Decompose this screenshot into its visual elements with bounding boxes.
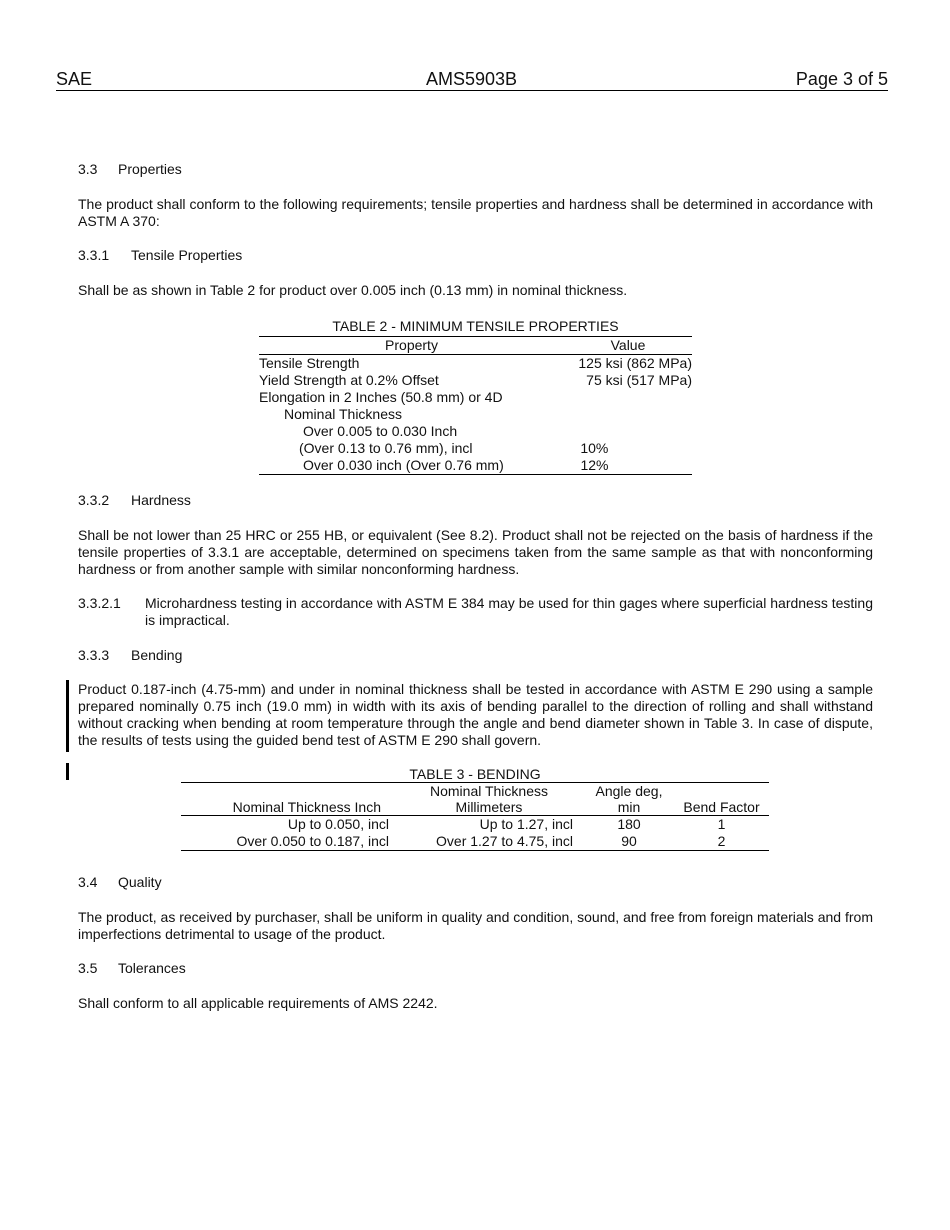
section-title: Bending [131, 647, 183, 663]
section-title: Tolerances [118, 960, 186, 976]
section-3-3-2-1-text: Microhardness testing in accordance with ASTM E 384 may be used for thin gages where superficial hardness testing is impractical. [145, 595, 873, 628]
table-row [259, 389, 692, 406]
table-cell: Nominal Thickness [284, 406, 403, 422]
section-3-5-heading [78, 960, 186, 977]
table-cell: 12% [580, 457, 609, 473]
section-3-3-1-heading [78, 247, 242, 264]
column-header-thickness-inch: Nominal Thickness Inch [232, 799, 381, 815]
section-3-3-text: The product shall conform to the following requirements; tensile properties and hardness shall be determined in accordance with ASTM A 370: [78, 196, 873, 229]
section-3-4-text: The product, as received by purchaser, shall be uniform in quality and condition, sound, and free from foreign materials and from imperfections detrimental to usage of the product. [78, 909, 873, 942]
section-3-3-heading [78, 161, 182, 178]
table-row [259, 372, 692, 389]
column-header-bend-factor: Bend Factor [683, 799, 760, 815]
column-header-angle [584, 783, 674, 816]
bending-table [181, 782, 769, 851]
table-header-row [259, 336, 692, 355]
table-cell: Tensile Strength [259, 355, 360, 371]
page-header [56, 68, 888, 91]
section-number: 3.3.3 [78, 647, 110, 663]
table-row [181, 816, 769, 834]
table-cell [571, 406, 692, 423]
table-3-bending [181, 766, 769, 851]
section-3-3-2-heading [78, 492, 191, 509]
section-3-3-2-1-number: 3.3.2.1 [78, 595, 121, 611]
table-cell: (Over 0.13 to 0.76 mm), incl [299, 440, 473, 456]
table-cell: 75 ksi (517 MPa) [586, 372, 692, 388]
header-line: Nominal Thickness [429, 783, 548, 799]
table-caption: TABLE 3 - BENDING [409, 766, 541, 782]
table-caption: TABLE 2 - MINIMUM TENSILE PROPERTIES [332, 318, 619, 334]
section-number: 3.5 [78, 960, 98, 976]
section-title: Quality [118, 874, 162, 890]
section-number: 3.4 [78, 874, 98, 890]
revision-change-bar [66, 680, 69, 752]
table-cell: Over 1.27 to 4.75, incl [436, 833, 573, 849]
section-3-3-1-text: Shall be as shown in Table 2 for product over 0.005 inch (0.13 mm) in nominal thickness. [78, 282, 628, 298]
section-number: 3.3.2 [78, 492, 110, 508]
table-cell [577, 423, 692, 440]
table-cell: Yield Strength at 0.2% Offset [259, 372, 439, 388]
section-number: 3.3 [78, 161, 98, 177]
section-title: Tensile Properties [131, 247, 243, 263]
header-doc-number: AMS5903B [426, 69, 518, 89]
table-cell: 10% [580, 440, 609, 456]
header-line: Angle deg, [595, 783, 663, 799]
column-header-property: Property [385, 337, 438, 353]
section-3-4-heading [78, 874, 162, 891]
table-row [259, 457, 692, 475]
header-line: min [617, 799, 641, 815]
table-row [259, 423, 692, 440]
section-3-3-3-heading [78, 647, 182, 664]
table-cell: Over 0.005 to 0.030 Inch [303, 423, 458, 439]
table-cell: Elongation in 2 Inches (50.8 mm) or 4D [259, 389, 503, 405]
table-cell [564, 389, 692, 406]
section-number: 3.3.1 [78, 247, 110, 263]
header-org: SAE [56, 69, 93, 89]
table-cell: 1 [717, 816, 726, 832]
table-row [181, 833, 769, 851]
table-row [259, 355, 692, 372]
table-cell: Over 0.030 inch (Over 0.76 mm) [303, 457, 504, 473]
header-page-number: Page 3 of 5 [795, 69, 888, 89]
table-header-row [181, 783, 769, 816]
table-row [259, 440, 692, 457]
table-2-minimum-tensile-properties [259, 318, 692, 475]
section-title: Properties [118, 161, 182, 177]
table-cell: 125 ksi (862 MPa) [578, 355, 692, 371]
revision-change-bar [66, 763, 69, 780]
section-3-3-2-text: Shall be not lower than 25 HRC or 255 HB, or equivalent (See 8.2). Product shall not be rejected on the basis of hardness if the tensile properties of 3.3.1 are acceptable, determined on specimens taken from the same sample as that with nonconforming hardness or from another sample with similar nonconforming hardness. [78, 527, 873, 577]
column-header-thickness-mm [394, 783, 584, 816]
header-line: Millimeters [455, 799, 523, 815]
table-cell: Up to 0.050, incl [287, 816, 389, 832]
table-cell: Over 0.050 to 0.187, incl [236, 833, 389, 849]
table-cell: 180 [617, 816, 641, 832]
section-title: Hardness [131, 492, 191, 508]
column-header-value: Value [610, 337, 646, 353]
table-row [259, 406, 692, 423]
table-cell: Up to 1.27, incl [479, 816, 573, 832]
table-cell: 90 [621, 833, 637, 849]
table-cell: 2 [717, 833, 726, 849]
section-3-5-text: Shall conform to all applicable requirements of AMS 2242. [78, 995, 438, 1011]
section-3-3-3-text: Product 0.187-inch (4.75-mm) and under in nominal thickness shall be tested in accordance with ASTM E 290 using a sample prepared nominally 0.75 inch (19.0 mm) in width with its axis of bending parallel to the direction of rolling and shall withstand without cracking when bending at room temperature through the angle and bend diameter shown in Table 3. In case of dispute, the results of tests using the guided bend test of ASTM E 290 shall govern. [78, 681, 873, 748]
